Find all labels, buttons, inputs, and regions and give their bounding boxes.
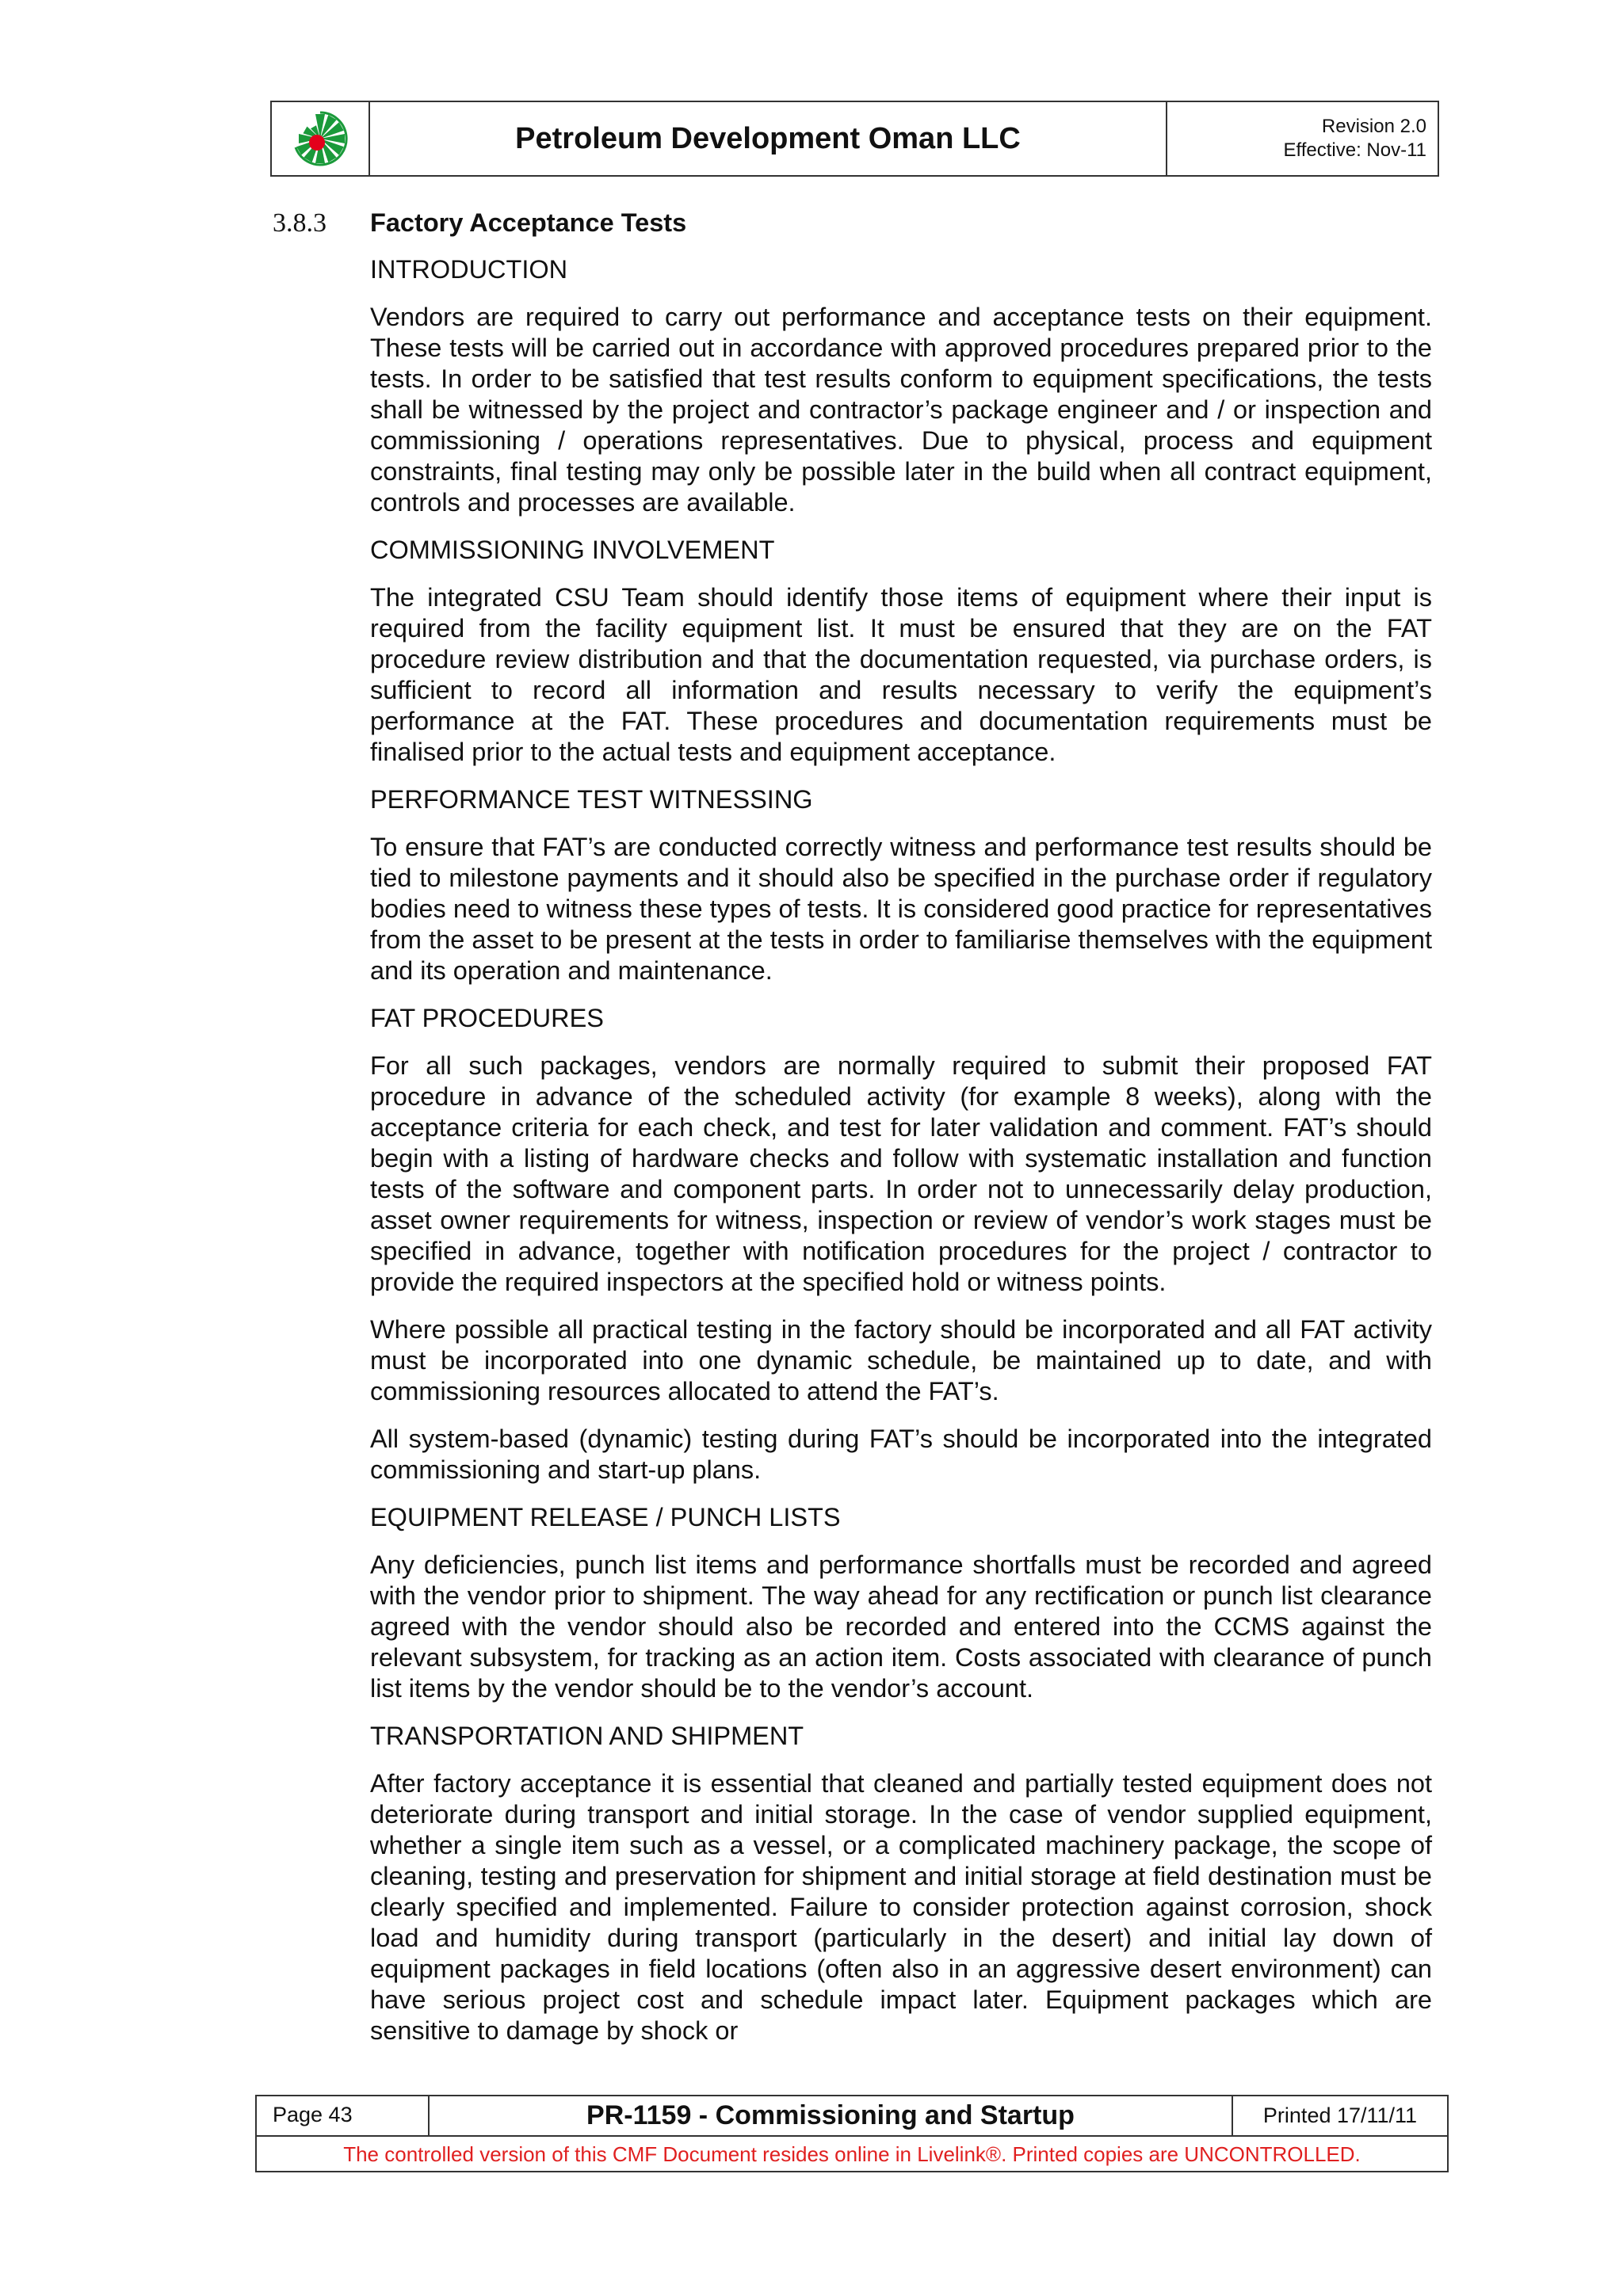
page-number: Page 43	[257, 2096, 430, 2135]
subheading-performance-test-witnessing: PERFORMANCE TEST WITNESSING	[370, 785, 813, 814]
section-title: Factory Acceptance Tests	[370, 208, 687, 237]
controlled-copy-notice: The controlled version of this CMF Document resides online in Livelink®. Printed copies are UNCONTROLLED.	[343, 2142, 1361, 2166]
section-number: 3.8.3	[273, 208, 327, 238]
document-body	[370, 208, 1432, 2063]
logo-cell	[272, 102, 370, 175]
subheading-fat-procedures: FAT PROCEDURES	[370, 1004, 604, 1032]
paragraph-introduction: Vendors are required to carry out performance and acceptance tests on their equipment. These tests will be carried out in accordance with approved procedures prepared prior to the tests. In order to be satisfied that test results conform to equipment specifications, the tests shall be witnessed by the project and contractor’s package engineer and / or inspection and commissioning / operations representatives. Due to physical, process and equipment constraints, final testing may only be possible later in the build when all contract equipment, controls and processes are available.	[370, 303, 1432, 517]
document-title: PR-1159 - Commissioning and Startup	[430, 2096, 1233, 2135]
paragraph-equipment-release: Any deficiencies, punch list items and performance shortfalls must be recorded and agreed with the vendor prior to shipment. The way ahead for any rectification or punch list clearance agreed with the vendor should also be recorded and entered into the CCMS against the relevant subsystem, for tracking as an action item. Costs associated with clearance of punch list items by the vendor should be to the vendor’s account.	[370, 1550, 1432, 1703]
printed-date: Printed 17/11/11	[1262, 2103, 1418, 2127]
effective-date: Effective: Nov-11	[1283, 139, 1426, 161]
paragraph-transportation-shipment: After factory acceptance it is essential that cleaned and partially tested equipment does not deteriorate during transport and initial storage. In the case of vendor supplied equipment, whether a single item such as a vessel, or a complicated machinery package, the scope of cleaning, testing and preservation for shipment and initial storage at field destination must be clearly specified and implemented. Failure to consider protection against corrosion, shock load and humidity during transport (particularly in the desert) and initial lay down of equipment packages in field locations (often also in an aggressive desert environment) can have serious project cost and schedule impact later. Equipment packages which are sensitive to damage by shock or	[370, 1769, 1432, 2045]
subheading-commissioning-involvement: COMMISSIONING INVOLVEMENT	[370, 536, 775, 564]
document-header	[270, 101, 1439, 177]
pdo-logo-icon	[288, 110, 352, 167]
revision-label: Revision 2.0	[1321, 116, 1426, 137]
subheading-introduction: INTRODUCTION	[370, 255, 568, 284]
paragraph-fat-procedures-2: Where possible all practical testing in the factory should be incorporated and all FAT activity must be incorporated into one dynamic schedule, be maintained up to date, and with commissioning resources allocated to attend the FAT’s.	[370, 1315, 1432, 1405]
paragraph-performance-test-witnessing: To ensure that FAT’s are conducted correctly witness and performance test results should be tied to milestone payments and it should also be specified in the purchase order if regulatory bodies need to witness these types of tests. It is considered good practice for representatives from the asset to be present at the tests in order to familiarise themselves with the equipment and its operation and maintenance.	[370, 833, 1432, 985]
document-footer	[255, 2095, 1449, 2172]
paragraph-fat-procedures-3: All system-based (dynamic) testing during FAT’s should be incorporated into the integrated commissioning and start-up plans.	[370, 1425, 1432, 1484]
company-name: Petroleum Development Oman LLC	[370, 102, 1167, 175]
paragraph-fat-procedures-1: For all such packages, vendors are normally required to submit their proposed FAT procedure in advance of the scheduled activity (for example 8 weeks), along with the acceptance criteria for each check, and test for later validation and comment. FAT’s should begin with a listing of hardware checks and follow with systematic installation and function tests of the software and component parts. In order not to unnecessarily delay production, asset owner requirements for witness, inspection or review of vendor’s work stages must be specified in advance, together with notification procedures for the project / contractor to provide the required inspectors at the specified hold or witness points.	[370, 1051, 1432, 1296]
paragraph-commissioning-involvement: The integrated CSU Team should identify those items of equipment where their input is required from the facility equipment list. It must be ensured that they are on the FAT procedure review distribution and that the documentation requested, via purchase orders, is sufficient to record all information and results necessary to verify the equipment’s performance at the FAT. These procedures and documentation requirements must be finalised prior to the actual tests and equipment acceptance.	[370, 583, 1432, 766]
revision-block	[1167, 102, 1438, 175]
subheading-equipment-release: EQUIPMENT RELEASE / PUNCH LISTS	[370, 1503, 841, 1531]
subheading-transportation-shipment: TRANSPORTATION AND SHIPMENT	[370, 1722, 804, 1750]
